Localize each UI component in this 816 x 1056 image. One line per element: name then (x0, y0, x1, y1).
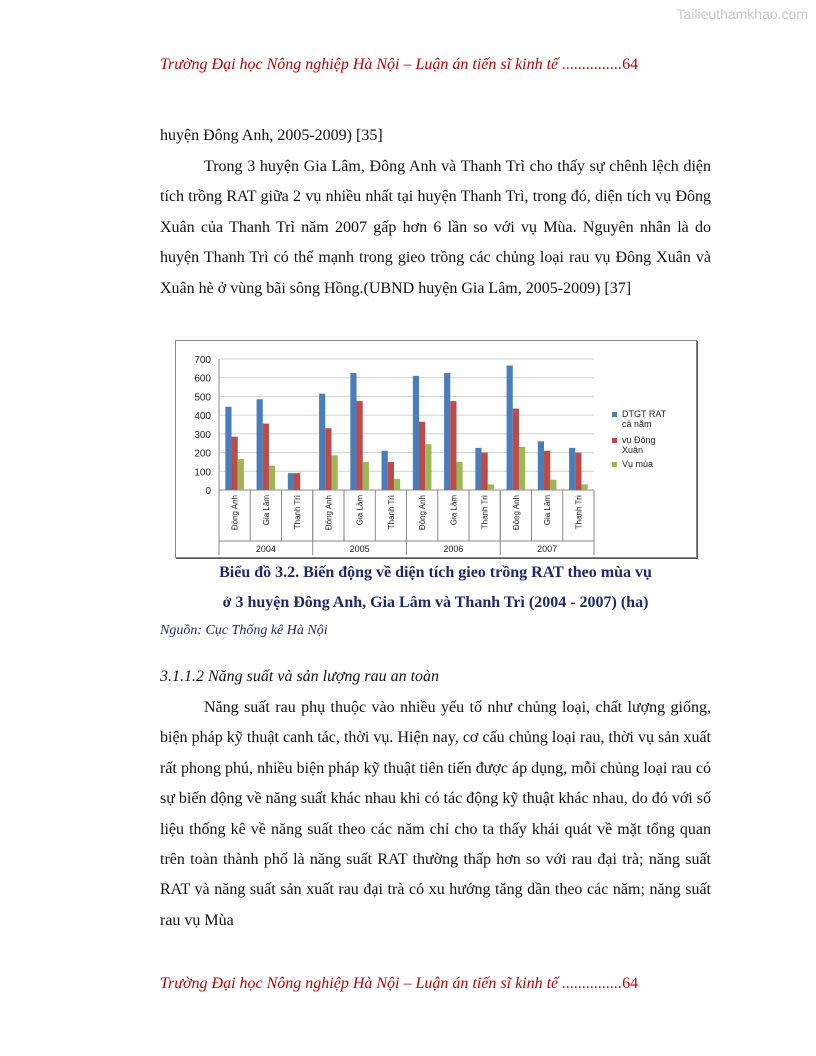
y-tick-label: 100 (194, 467, 211, 479)
bar (350, 373, 356, 490)
x-group-label: 2007 (537, 544, 558, 554)
y-tick-label: 500 (194, 392, 211, 404)
legend-label: vụ Đông (622, 435, 656, 445)
paragraph-continuation: huyện Đông Anh, 2005-2009) [35] (160, 127, 383, 144)
legend-label-cont: cả năm (622, 419, 652, 429)
bar (382, 451, 388, 490)
bar (388, 462, 394, 490)
footer-text: Trường Đại học Nông nghiệp Hà Nội – Luận án tiến sĩ kinh tế ............... (160, 975, 623, 992)
x-category-label: Thanh Trì (293, 495, 303, 530)
bar (482, 453, 488, 490)
bar (269, 466, 275, 490)
bar (519, 447, 525, 490)
bar (419, 422, 425, 490)
x-category-label: Đông Anh (230, 495, 240, 531)
x-group-label: 2004 (255, 544, 276, 554)
bar (444, 373, 450, 490)
bar-chart (175, 340, 697, 558)
bar (575, 453, 581, 490)
bar (394, 479, 400, 490)
figure-caption-line1: Biểu đồ 3.2. Biến động về diện tích gieo trồng RAT theo mùa vụ (219, 564, 652, 581)
bar (425, 444, 431, 490)
bar (225, 407, 231, 490)
bar (538, 441, 544, 490)
legend-swatch (612, 412, 617, 417)
figure-source: Nguồn: Cục Thống kê Hà Nội (160, 623, 328, 638)
y-tick-label: 0 (205, 486, 211, 497)
bar (450, 401, 456, 490)
page-footer (160, 975, 720, 993)
bar (475, 448, 481, 490)
chart-svg (176, 341, 696, 557)
bar (363, 462, 369, 490)
x-category-label: Thanh Trì (480, 495, 490, 530)
x-category-label: Gia Lâm (449, 495, 459, 526)
y-tick-label: 400 (194, 411, 211, 423)
bar (544, 451, 550, 490)
legend-swatch (612, 438, 617, 443)
footer-page-number: 64 (622, 975, 639, 992)
x-category-label: Đông Anh (418, 495, 428, 531)
legend-label: Vụ mùa (622, 459, 654, 469)
legend-label-cont: Xuân (622, 445, 644, 455)
bar (257, 399, 263, 490)
bar (569, 448, 575, 490)
legend-label: DTGT RAT (622, 409, 667, 419)
bar (294, 473, 300, 490)
y-tick-label: 200 (194, 448, 211, 460)
x-category-label: Thanh Trì (574, 495, 584, 530)
x-group-label: 2006 (443, 544, 464, 554)
x-group-label: 2005 (349, 544, 370, 554)
bar (507, 366, 513, 490)
bar (581, 484, 587, 490)
bar (357, 401, 363, 490)
header-text: Trường Đại học Nông nghiệp Hà Nội – Luận án tiến sĩ kinh tế ............... (160, 56, 623, 73)
bar (456, 462, 462, 490)
x-category-label: Gia Lâm (543, 495, 553, 526)
x-category-label: Gia Lâm (261, 495, 271, 526)
x-category-label: Đông Anh (511, 495, 521, 531)
y-tick-label: 600 (194, 373, 211, 385)
bar (232, 437, 238, 490)
watermark: Tailieuthamkhao.com (676, 6, 808, 22)
figure-caption-line2: ở 3 huyện Đông Anh, Gia Lâm và Thanh Trì (2004 - 2007) (ha) (222, 594, 649, 611)
y-tick-label: 300 (194, 429, 211, 441)
bar (331, 455, 337, 490)
bar (513, 409, 519, 490)
bar (288, 473, 294, 490)
y-tick-label: 700 (194, 355, 211, 366)
bar (238, 459, 244, 490)
header-page-number: 64 (622, 56, 639, 73)
bar (488, 484, 494, 490)
legend-swatch (612, 462, 617, 467)
x-category-label: Thanh Trì (386, 495, 396, 530)
bar (319, 394, 325, 490)
x-category-label: Đông Anh (324, 495, 334, 531)
bar (413, 376, 419, 490)
subsection-heading: 3.1.1.2 Năng suất và sản lượng rau an toàn (160, 668, 440, 685)
x-category-label: Gia Lâm (355, 495, 365, 526)
bar (550, 480, 556, 490)
paragraph-district-comparison: Trong 3 huyện Gia Lâm, Đông Anh và Thanh Trì cho thấy sự chênh lệch diện tích trồng RAT giữa 2 vụ nhiều nhất tại huyện Thanh Trì, trong đó, diện tích vụ Đông Xuân của Thanh Trì năm 2007 gấp hơn 6 lần so với vụ Mùa. Nguyên nhân là do huyện Thanh Trì có thế mạnh trong gieo trồng các chủng loại rau vụ Đông Xuân và Xuân hè ở vùng bãi sông Hồng.(UBND huyện Gia Lâm, 2005-2009) [37] (160, 158, 711, 297)
bar (325, 428, 331, 490)
page-header (160, 56, 720, 74)
bar (263, 424, 269, 490)
paragraph-yield: Năng suất rau phụ thuộc vào nhiều yếu tố như chủng loại, chất lượng giống, biện pháp kỹ thuật canh tác, thời vụ. Hiện nay, cơ cấu chủng loại rau, thời vụ sản xuất rất phong phú, nhiều biện pháp kỹ thuật tiên tiến được áp dụng, mỗi chủng loại rau có sự biến động về năng suất khác nhau khi có tác động kỹ thuật khác nhau, do đó với số liệu thống kê về năng suất theo các năm chỉ cho ta thấy khái quát về mặt tổng quan trên toàn thành phố là năng suất RAT thường thấp hơn so với rau đại trà; năng suất RAT và năng suất sản xuất rau đại trà có xu hướng tăng dần theo các năm; năng suất rau vụ Mùa (160, 699, 711, 929)
